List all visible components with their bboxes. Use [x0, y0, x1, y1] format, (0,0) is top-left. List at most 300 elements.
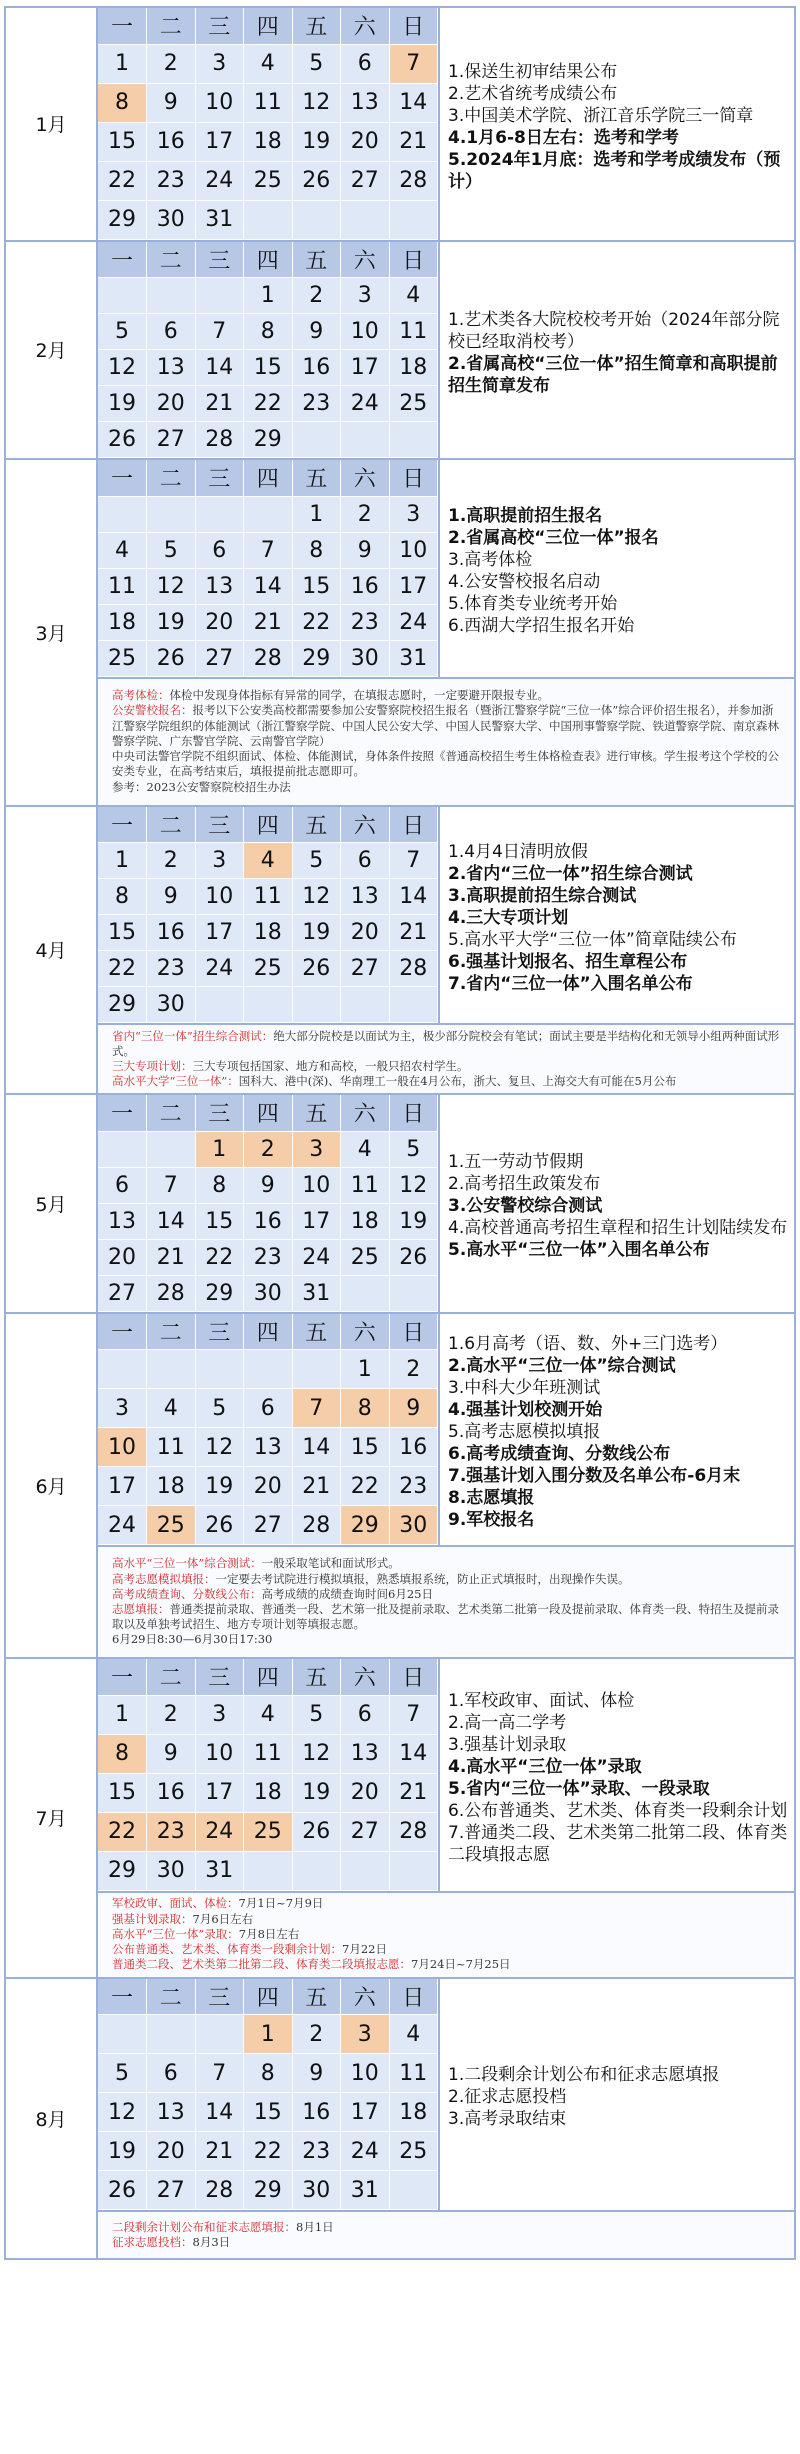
day-cell: 2: [292, 278, 341, 314]
event-item: 7.省内“三位一体”入围名单公布: [448, 973, 693, 994]
month-row: [5, 1094, 795, 1313]
event-item: 2.省属高校“三位一体”报名: [448, 528, 659, 549]
day-cell: 17: [195, 1773, 244, 1812]
day-cell: 7: [147, 1167, 196, 1203]
weekday-label: 日: [389, 460, 438, 496]
month-notes-row: [5, 678, 795, 806]
week-row: [98, 604, 438, 640]
weekday-label: 二: [147, 1659, 196, 1695]
weekday-label: 日: [389, 1979, 438, 2015]
day-cell: 19: [389, 1203, 438, 1239]
day-cell: 28: [244, 640, 293, 676]
note-text: 一般采取笔试和面试形式。: [261, 1556, 400, 1571]
day-cell: 19: [292, 122, 341, 161]
month-row: [5, 459, 795, 678]
day-cell: 10: [195, 83, 244, 122]
day-cell: 9: [341, 532, 390, 568]
day-cell: 7: [389, 44, 438, 83]
day-cell: 27: [147, 422, 196, 458]
day-grid: [98, 242, 438, 459]
empty-day-cell: [389, 2171, 438, 2210]
event-item: 1.军校政审、面试、体检: [448, 1690, 635, 1711]
day-cell: 27: [341, 161, 390, 200]
weekday-label: 六: [341, 1095, 390, 1131]
day-cell: 6: [341, 1695, 390, 1734]
day-cell: 27: [341, 951, 390, 987]
weekday-label: 日: [389, 242, 438, 278]
day-cell: 22: [98, 161, 147, 200]
weekday-label: 三: [195, 8, 244, 44]
day-cell: 21: [389, 915, 438, 951]
day-cell: 8: [98, 879, 147, 915]
note-text: 7月6日左右: [192, 1911, 254, 1926]
day-cell: 11: [244, 83, 293, 122]
day-cell: 13: [98, 1203, 147, 1239]
day-cell: 18: [389, 2093, 438, 2132]
day-cell: 3: [341, 2015, 390, 2054]
day-cell: 4: [98, 532, 147, 568]
day-cell: 17: [98, 1467, 147, 1506]
day-cell: 12: [292, 879, 341, 915]
event-item: 7.普通类二段、艺术类第二批第二段、体育类二段填报志愿: [448, 1822, 788, 1865]
day-cell: 31: [389, 640, 438, 676]
month-notes: [97, 1892, 795, 1978]
day-cell: 8: [292, 532, 341, 568]
day-cell: 23: [147, 161, 196, 200]
day-cell: 16: [147, 915, 196, 951]
day-cell: 14: [389, 879, 438, 915]
month-notes-row: [5, 1024, 795, 1094]
day-cell: 21: [244, 604, 293, 640]
day-cell: 23: [147, 1812, 196, 1851]
month-label: 3月: [5, 459, 97, 806]
event-item: 1.艺术类各大院校校考开始（2024年部分院校已经取消校考）: [448, 309, 780, 352]
note-text: 8月1日: [296, 2219, 334, 2234]
day-cell: 5: [195, 1389, 244, 1428]
day-cell: 1: [98, 843, 147, 879]
day-cell: 22: [244, 2132, 293, 2171]
note-text: 参考：2023公安警察院校招生办法: [112, 779, 291, 794]
note-line: [112, 1029, 784, 1059]
weekday-header: [98, 8, 438, 44]
weekday-label: 二: [147, 807, 196, 843]
weekday-label: 五: [292, 1095, 341, 1131]
weekday-label: 一: [98, 242, 147, 278]
weekday-label: 六: [341, 460, 390, 496]
month-notes-row: [5, 1546, 795, 1658]
weekday-label: 五: [292, 460, 341, 496]
note-heading: 高水平“三位一体”综合测试：: [112, 1556, 262, 1571]
day-cell: 13: [147, 350, 196, 386]
month-calendar-grid: [97, 1978, 439, 2212]
month-calendar-grid: [97, 1313, 439, 1547]
day-cell: 4: [244, 1695, 293, 1734]
week-row: [98, 122, 438, 161]
day-cell: 2: [389, 1350, 438, 1389]
empty-day-cell: [98, 1350, 147, 1389]
day-cell: 20: [341, 1773, 390, 1812]
event-item: 6.西湖大学招生报名开始: [448, 616, 635, 637]
day-cell: 8: [98, 83, 147, 122]
week-row: [98, 2015, 438, 2054]
event-item: 4.三大专项计划: [448, 907, 569, 928]
week-row: [98, 2171, 438, 2210]
day-cell: 9: [147, 83, 196, 122]
day-cell: 14: [195, 350, 244, 386]
weekday-label: 二: [147, 1314, 196, 1350]
event-item: 3.中国美术学院、浙江音乐学院三一简章: [448, 105, 754, 126]
day-cell: 6: [147, 314, 196, 350]
event-item: 5.高水平“三位一体”入围名单公布: [448, 1240, 710, 1261]
note-text: 普通类提前录取、普通类一段、艺术第一批及提前录取、艺术类第二批第一段及提前录取、体育类一段、特招生及提前录取以及单独考试招生、地方专项计划等填报志愿。: [112, 1602, 779, 1632]
day-cell: 22: [98, 951, 147, 987]
day-cell: 20: [244, 1467, 293, 1506]
events-list: [448, 303, 788, 397]
weekday-label: 三: [195, 1314, 244, 1350]
month-events: [439, 7, 795, 241]
day-cell: 24: [292, 1239, 341, 1275]
week-row: [98, 1167, 438, 1203]
month-events: [439, 459, 795, 678]
week-row: [98, 2132, 438, 2171]
day-cell: 9: [292, 2054, 341, 2093]
empty-day-cell: [292, 987, 341, 1023]
day-cell: 10: [341, 2054, 390, 2093]
day-cell: 20: [98, 1239, 147, 1275]
day-cell: 9: [292, 314, 341, 350]
day-cell: 7: [389, 1695, 438, 1734]
day-cell: 5: [292, 44, 341, 83]
day-cell: 4: [147, 1389, 196, 1428]
event-item: 5.高考志愿模拟填报: [448, 1422, 601, 1443]
week-row: [98, 879, 438, 915]
day-cell: 26: [98, 422, 147, 458]
weekday-label: 四: [244, 1314, 293, 1350]
weekday-label: 四: [244, 807, 293, 843]
month-events: [439, 806, 795, 1025]
month-calendar-grid: [97, 1658, 439, 1892]
weekday-label: 六: [341, 1979, 390, 2015]
empty-day-cell: [292, 1350, 341, 1389]
day-cell: 4: [389, 2015, 438, 2054]
day-cell: 1: [195, 1131, 244, 1167]
event-item: 3.公安警校综合测试: [448, 1196, 603, 1217]
day-cell: 28: [389, 161, 438, 200]
events-list: [448, 55, 788, 193]
event-item: 6.强基计划报名、招生章程公布: [448, 951, 688, 972]
weekday-label: 四: [244, 242, 293, 278]
weekday-label: 五: [292, 242, 341, 278]
week-row: [98, 422, 438, 458]
day-cell: 11: [341, 1167, 390, 1203]
weekday-label: 六: [341, 807, 390, 843]
empty-day-cell: [244, 1851, 293, 1890]
empty-day-cell: [292, 1851, 341, 1890]
day-cell: 10: [98, 1428, 147, 1467]
events-list: [448, 1327, 788, 1531]
day-cell: 12: [389, 1167, 438, 1203]
day-cell: 6: [195, 532, 244, 568]
month-events: [439, 1658, 795, 1892]
day-cell: 26: [292, 951, 341, 987]
day-cell: 12: [292, 83, 341, 122]
day-cell: 11: [389, 314, 438, 350]
day-cell: 23: [292, 2132, 341, 2171]
weekday-label: 一: [98, 807, 147, 843]
day-cell: 12: [147, 568, 196, 604]
week-row: [98, 1695, 438, 1734]
day-cell: 4: [244, 44, 293, 83]
event-item: 2.高水平“三位一体”综合测试: [448, 1356, 676, 1377]
month-row: [5, 1658, 795, 1892]
week-row: [98, 314, 438, 350]
day-cell: 10: [389, 532, 438, 568]
empty-day-cell: [244, 200, 293, 239]
empty-day-cell: [341, 200, 390, 239]
day-cell: 6: [98, 1167, 147, 1203]
day-cell: 30: [147, 200, 196, 239]
empty-day-cell: [147, 1131, 196, 1167]
week-row: [98, 278, 438, 314]
day-cell: 16: [341, 568, 390, 604]
day-cell: 10: [195, 1734, 244, 1773]
note-line: [112, 1556, 784, 1571]
week-row: [98, 1131, 438, 1167]
note-line: [112, 1587, 784, 1602]
month-calendar-grid: [97, 1094, 439, 1313]
day-cell: 23: [341, 604, 390, 640]
weekday-label: 三: [195, 1979, 244, 2015]
weekday-label: 五: [292, 8, 341, 44]
day-cell: 18: [244, 122, 293, 161]
week-row: [98, 532, 438, 568]
event-item: 2.高考招生政策发布: [448, 1174, 601, 1195]
note-text: 7月8日左右: [238, 1926, 300, 1941]
weekday-label: 三: [195, 1095, 244, 1131]
day-cell: 14: [244, 568, 293, 604]
weekday-label: 日: [389, 8, 438, 44]
weekday-label: 二: [147, 8, 196, 44]
month-calendar-grid: [97, 806, 439, 1025]
month-row: [5, 7, 795, 241]
day-cell: 2: [244, 1131, 293, 1167]
weekday-label: 二: [147, 1979, 196, 2015]
day-cell: 14: [389, 1734, 438, 1773]
day-cell: 12: [98, 2093, 147, 2132]
weekday-label: 一: [98, 460, 147, 496]
day-cell: 3: [98, 1389, 147, 1428]
month-notes-row: [5, 1892, 795, 1978]
day-cell: 18: [389, 350, 438, 386]
day-cell: 22: [98, 1812, 147, 1851]
day-cell: 25: [244, 951, 293, 987]
weekday-label: 五: [292, 1314, 341, 1350]
weekday-label: 一: [98, 1979, 147, 2015]
empty-day-cell: [292, 200, 341, 239]
weekday-label: 一: [98, 1659, 147, 1695]
day-cell: 15: [98, 915, 147, 951]
event-item: 6.公布普通类、艺术类、体育类一段剩余计划: [448, 1800, 788, 1821]
empty-day-cell: [389, 200, 438, 239]
event-item: 4.公安警校报名启动: [448, 572, 601, 593]
day-cell: 18: [147, 1467, 196, 1506]
note-heading: 普通类二段、艺术类第二批第二段、体育类二段填报志愿：: [112, 1957, 411, 1972]
day-cell: 29: [98, 200, 147, 239]
note-heading: 公布普通类、艺术类、体育类一段剩余计划：: [112, 1942, 342, 1957]
day-cell: 26: [98, 2171, 147, 2210]
note-line: [112, 2235, 784, 2250]
day-cell: 23: [147, 951, 196, 987]
day-cell: 25: [341, 1239, 390, 1275]
day-cell: 7: [195, 2054, 244, 2093]
day-cell: 27: [195, 640, 244, 676]
week-row: [98, 1275, 438, 1311]
events-list: [448, 499, 788, 637]
event-item: 2.省内“三位一体”招生综合测试: [448, 863, 693, 884]
day-cell: 4: [244, 843, 293, 879]
month-row: [5, 1978, 795, 2212]
day-cell: 22: [195, 1239, 244, 1275]
day-cell: 22: [244, 386, 293, 422]
week-row: [98, 1239, 438, 1275]
week-row: [98, 350, 438, 386]
note-text: 中央司法警官学院不组织面试、体检、体能测试，身体条件按照《普通高校招生考生体格检查表》进行审核。学生报考这个学校的公安类专业，在高考结束后，填报提前批志愿即可。: [112, 749, 779, 779]
day-cell: 3: [195, 1695, 244, 1734]
day-cell: 28: [389, 951, 438, 987]
day-cell: 5: [147, 532, 196, 568]
weekday-label: 三: [195, 242, 244, 278]
weekday-label: 三: [195, 460, 244, 496]
day-cell: 9: [147, 1734, 196, 1773]
day-cell: 31: [341, 2171, 390, 2210]
day-cell: 14: [195, 2093, 244, 2132]
weekday-header: [98, 1314, 438, 1350]
day-cell: 24: [341, 2132, 390, 2171]
day-grid: [98, 8, 438, 240]
day-cell: 24: [98, 1506, 147, 1545]
day-cell: 23: [244, 1239, 293, 1275]
note-heading: 军校政审、面试、体检：: [112, 1896, 239, 1911]
day-cell: 2: [292, 2015, 341, 2054]
day-cell: 18: [341, 1203, 390, 1239]
week-row: [98, 1812, 438, 1851]
day-cell: 11: [244, 1734, 293, 1773]
event-item: 2.征求志愿投档: [448, 2087, 567, 2108]
day-cell: 28: [195, 2171, 244, 2210]
month-label: 4月: [5, 806, 97, 1095]
event-item: 3.高考录取结束: [448, 2109, 567, 2130]
empty-day-cell: [195, 496, 244, 532]
day-cell: 7: [244, 532, 293, 568]
day-cell: 7: [195, 314, 244, 350]
week-row: [98, 1467, 438, 1506]
day-cell: 24: [195, 951, 244, 987]
day-cell: 10: [341, 314, 390, 350]
week-row: [98, 843, 438, 879]
note-heading: 二段剩余计划公布和征求志愿填报：: [112, 2219, 296, 2234]
day-cell: 13: [341, 1734, 390, 1773]
empty-day-cell: [147, 278, 196, 314]
day-cell: 17: [389, 568, 438, 604]
note-line: [112, 2220, 784, 2235]
events-list: [448, 1684, 788, 1866]
day-cell: 12: [292, 1734, 341, 1773]
weekday-label: 日: [389, 1095, 438, 1131]
week-row: [98, 1773, 438, 1812]
day-cell: 17: [195, 915, 244, 951]
day-cell: 11: [147, 1428, 196, 1467]
empty-day-cell: [389, 987, 438, 1023]
day-cell: 14: [147, 1203, 196, 1239]
day-cell: 29: [195, 1275, 244, 1311]
day-cell: 31: [195, 200, 244, 239]
day-cell: 28: [292, 1506, 341, 1545]
month-events: [439, 1094, 795, 1313]
empty-day-cell: [195, 987, 244, 1023]
event-item: 3.强基计划录取: [448, 1734, 567, 1755]
day-cell: 7: [389, 843, 438, 879]
day-cell: 6: [341, 843, 390, 879]
day-cell: 25: [244, 1812, 293, 1851]
month-calendar-grid: [97, 459, 439, 678]
note-heading: 高考志愿模拟填报：: [112, 1571, 216, 1586]
event-item: 4.高水平“三位一体”录取: [448, 1756, 642, 1777]
week-row: [98, 496, 438, 532]
week-row: [98, 83, 438, 122]
day-cell: 13: [195, 568, 244, 604]
day-cell: 11: [244, 879, 293, 915]
day-cell: 13: [341, 879, 390, 915]
note-line: [112, 780, 784, 795]
week-row: [98, 1389, 438, 1428]
day-cell: 30: [292, 2171, 341, 2210]
day-cell: 17: [195, 122, 244, 161]
weekday-label: 日: [389, 1659, 438, 1695]
day-cell: 29: [292, 640, 341, 676]
weekday-label: 六: [341, 8, 390, 44]
day-cell: 26: [195, 1506, 244, 1545]
note-text: 报考以下公安类高校都需要参加公安警察院校招生报名（暨浙江警察学院“三位一体”综合评价招生报名），并参加浙江警察学院组织的体能测试（浙江警察学院、中国人民公安大学、中国人民警察大学、中国刑事警察学院、铁道警察学院、南京森林警察学院、广东警官学院、云南警官学院）: [112, 703, 779, 748]
day-cell: 21: [195, 2132, 244, 2171]
weekday-label: 二: [147, 242, 196, 278]
weekday-label: 四: [244, 1659, 293, 1695]
week-row: [98, 161, 438, 200]
day-cell: 7: [292, 1389, 341, 1428]
day-cell: 19: [98, 386, 147, 422]
week-row: [98, 44, 438, 83]
event-item: 5.2024年1月底：选考和学考成绩发布（预计）: [448, 149, 781, 192]
events-list: [448, 835, 788, 995]
weekday-label: 二: [147, 460, 196, 496]
month-label: 2月: [5, 241, 97, 460]
day-cell: 28: [195, 422, 244, 458]
empty-day-cell: [244, 987, 293, 1023]
day-cell: 2: [147, 44, 196, 83]
week-row: [98, 568, 438, 604]
weekday-label: 四: [244, 1979, 293, 2015]
day-cell: 2: [147, 843, 196, 879]
month-notes: [97, 2211, 795, 2259]
note-line: [112, 688, 784, 703]
day-cell: 1: [341, 1350, 390, 1389]
weekday-header: [98, 1659, 438, 1695]
note-line: [112, 749, 784, 779]
note-heading: 高考体检：: [112, 688, 170, 703]
day-cell: 25: [98, 640, 147, 676]
day-cell: 13: [244, 1428, 293, 1467]
day-cell: 21: [195, 386, 244, 422]
month-events: [439, 241, 795, 460]
